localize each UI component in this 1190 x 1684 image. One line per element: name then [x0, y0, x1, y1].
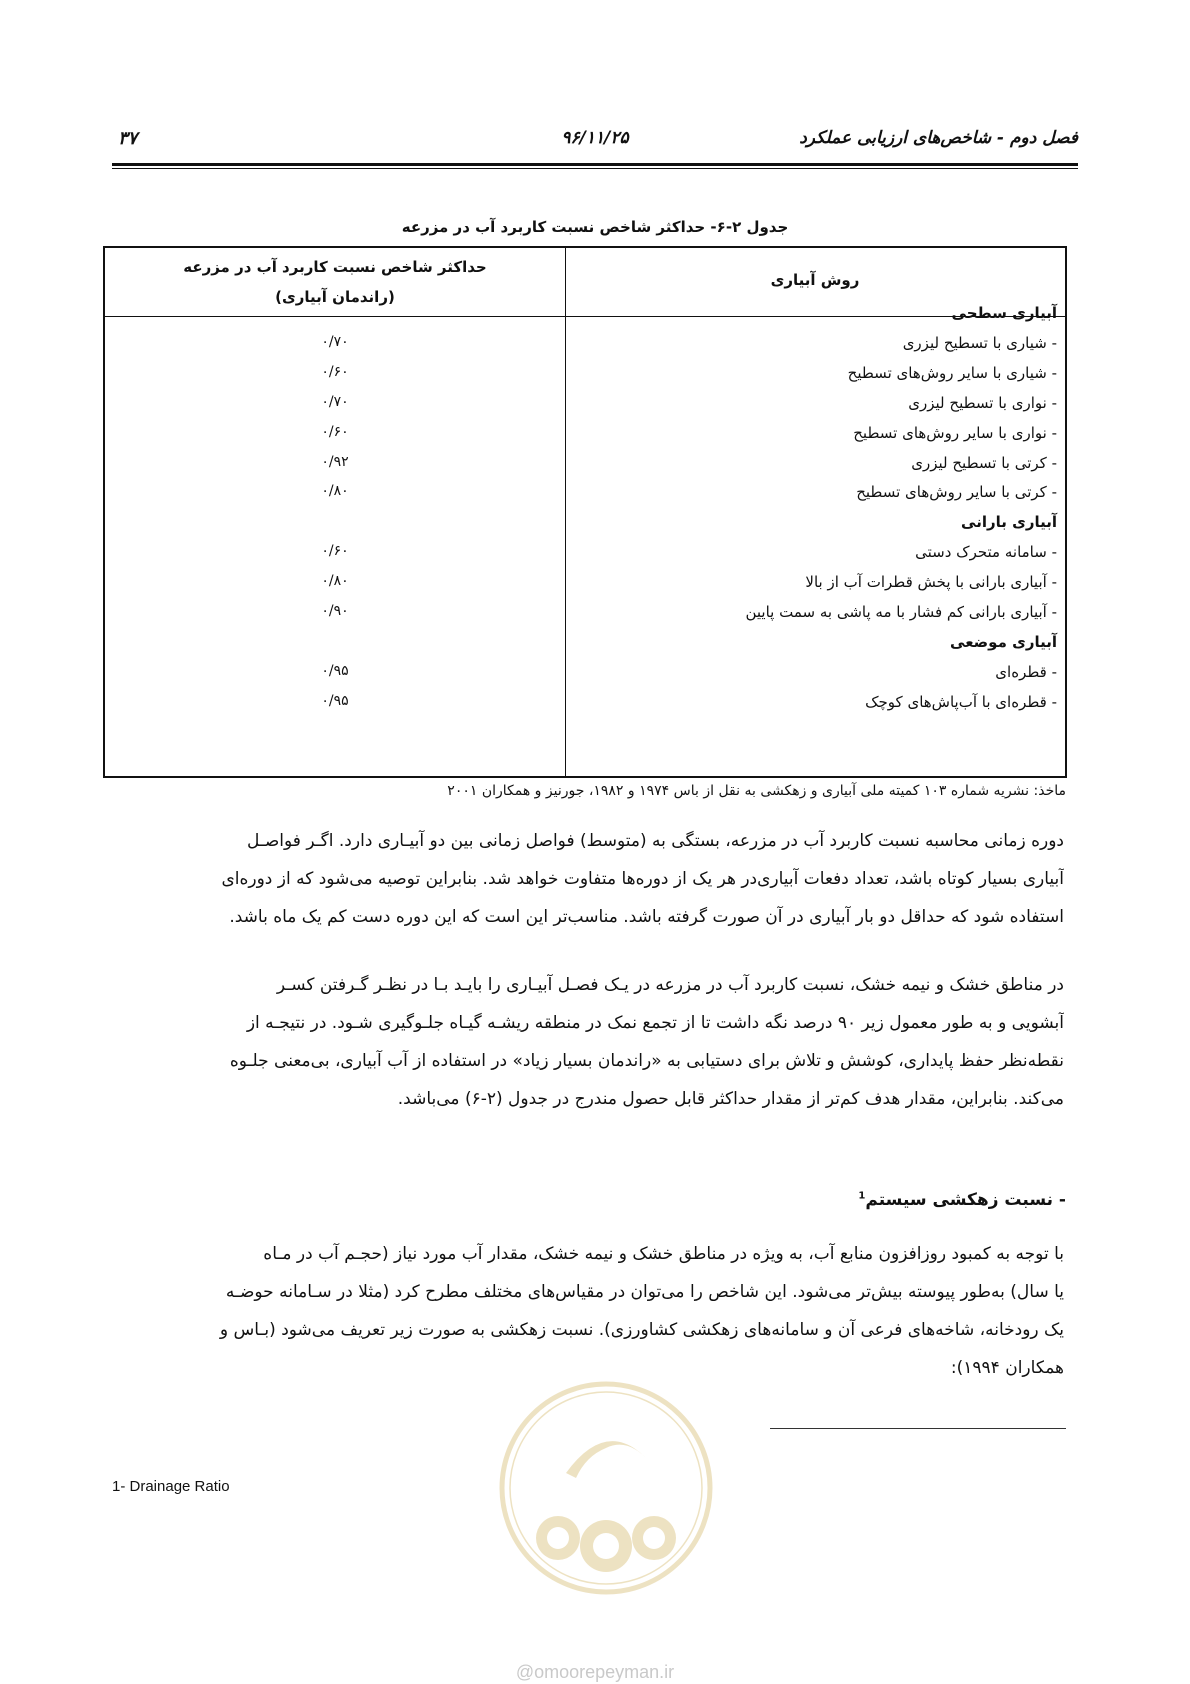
- watermark-url: @omoorepeyman.ir: [515, 1662, 675, 1682]
- max-ratio-value: ۰/۸۰: [321, 573, 349, 590]
- table-row: [105, 599, 1065, 631]
- irrigation-method-label: - کرتی با سایر روش‌های تسطیح: [856, 483, 1057, 502]
- table-group-row: [105, 629, 1065, 661]
- max-ratio-value: ۰/۹۵: [321, 662, 349, 679]
- table-group-row: [105, 509, 1065, 541]
- irrigation-method-label: - سامانه متحرک دستی: [915, 543, 1057, 562]
- section-heading: [858, 1190, 1066, 1210]
- irrigation-method-label: - آبیاری بارانی با پخش قطرات آب از بالا: [805, 573, 1057, 592]
- table-group-row: [105, 300, 1065, 332]
- max-ratio-value: ۰/۶۰: [321, 363, 349, 380]
- table-header-max-line2: (راندمان آبیاری): [275, 288, 395, 306]
- irrigation-method-label: - نواری با سایر روش‌های تسطیح: [853, 423, 1057, 442]
- efficiency-table: [103, 246, 1067, 778]
- table-row: [105, 450, 1065, 482]
- table-row: [105, 689, 1065, 721]
- irrigation-method-label: - آبیاری بارانی کم فشار با مه پاشی به سمت پایین: [745, 603, 1057, 621]
- table-row: [105, 569, 1065, 601]
- footnote-rule: [770, 1428, 1066, 1429]
- table-row: [105, 330, 1065, 362]
- max-ratio-value: ۰/۷۰: [321, 333, 349, 350]
- max-ratio-value: ۰/۹۰: [321, 603, 349, 619]
- header-date: ۹۶/۱۱/۲۵: [561, 128, 629, 148]
- paragraph-line: می‌کند. بنابراین، مقدار هدف کم‌تر از مقدار حداکثر قابل حصول مندرج در جدول (۲-۶) می‌باشد.: [397, 1089, 1064, 1109]
- footnote-marker: 1: [858, 1190, 866, 1202]
- max-ratio-value: ۰/۶۰: [321, 543, 349, 560]
- table-source: ماخذ: نشریه شماره ۱۰۳ کمیته ملی آبیاری و زهکشی به نقل از باس ۱۹۷۴ و ۱۹۸۲، جورنیز و همکاران ۲۰۰۱: [447, 783, 1066, 799]
- max-ratio-value: ۰/۹۵: [321, 692, 349, 709]
- irrigation-group-label: آبیاری بارانی: [961, 513, 1057, 532]
- table-row: [105, 420, 1065, 452]
- footnote-text: 1- Drainage Ratio: [112, 1478, 230, 1495]
- max-ratio-value: ۰/۹۲: [321, 453, 349, 470]
- irrigation-method-label: - کرتی با تسطیح لیزری: [911, 453, 1057, 472]
- page-number: ۳۷: [118, 128, 138, 149]
- paragraph-line: دوره زمانی محاسبه نسبت کاربرد آب در مزرعه، بستگی به (متوسط) فواصل زمانی بین دو آبیـاری دارد. اگـر فواصـل: [247, 831, 1064, 851]
- paragraph-line: یا سال) به‌طور پیوسته بیش‌تر می‌شود. این شاخص را می‌توان در مقیاس‌های مختلف مطرح کرد (مثلا در سـامانه حوضـه: [225, 1282, 1064, 1302]
- table-row: [105, 360, 1065, 392]
- table-row: [105, 390, 1065, 422]
- watermark-logo: [496, 1378, 716, 1608]
- irrigation-method-label: - شیاری با تسطیح لیزری: [902, 333, 1057, 352]
- section-heading-text: - نسبت زهکشی سیستم: [865, 1190, 1066, 1210]
- irrigation-group-label: آبیاری موضعی: [950, 632, 1057, 651]
- table-header-max-line1: حداکثر شاخص نسبت کاربرد آب در مزرعه: [183, 258, 487, 276]
- paragraph-calc-period: [118, 822, 1064, 936]
- paragraph-line: با توجه به کمبود روزافزون منابع آب، به ویژه در مناطق خشک و نیمه خشک، مقدار آب مورد نیاز (حجـم آب در مـاه: [263, 1244, 1064, 1264]
- irrigation-method-label: - قطره‌ای: [995, 662, 1057, 681]
- paragraph-line: آبیاری بسیار کوتاه باشد، تعداد دفعات آبیاری‌در هر یک از دوره‌ها متفاوت خواهد شد. بنابراین توصیه می‌شود که از دوره‌ای: [221, 869, 1064, 889]
- max-ratio-value: ۰/۷۰: [321, 393, 349, 410]
- paragraph-line: آبشویی و به طور معمول زیر ۹۰ درصد نگه داشت تا از تجمع نمک در منطقه ریشـه گیـاه جلـوگیری شـود. در نتیجـه از: [246, 1013, 1064, 1033]
- table-caption: جدول ۲-۶- حداکثر شاخص نسبت کاربرد آب در مزرعه: [401, 218, 789, 236]
- table-row: [105, 479, 1065, 511]
- table-row: [105, 539, 1065, 571]
- paragraph-line: استفاده شود که حداقل دو بار آبیاری در آن صورت گرفته باشد. مناسب‌تر این است که این دوره دست کم یک ماه باشد.: [229, 907, 1064, 927]
- table-header-method: روش آبیاری: [770, 271, 860, 289]
- max-ratio-value: ۰/۸۰: [321, 483, 349, 500]
- irrigation-group-label: آبیاری سطحی: [951, 304, 1057, 322]
- header-rule-thin: [112, 168, 1078, 169]
- paragraph-line: همکاران ۱۹۹۴):: [950, 1358, 1064, 1378]
- paragraph-drainage-ratio: [118, 1235, 1064, 1387]
- irrigation-method-label: - نواری با تسطیح لیزری: [908, 393, 1057, 412]
- header-rule-thick: [112, 163, 1078, 166]
- paragraph-arid-regions: [118, 966, 1064, 1118]
- table-row: [105, 659, 1065, 691]
- paragraph-line: نقطه‌نظر حفظ پایداری، کوشش و تلاش برای دستیابی به «راندمان بسیار زیاد» در استفاده از آب آبیاری، بی‌معنی جلـوه: [229, 1051, 1064, 1071]
- paragraph-line: در مناطق خشک و نیمه خشک، نسبت کاربرد آب در مزرعه در یـک فصـل آبیـاری را بایـد بـا در نظـر گـرفتن کسـر: [276, 975, 1064, 995]
- chapter-title: فصل دوم - شاخص‌های ارزیابی عملکرد: [799, 128, 1078, 148]
- page-header: [112, 128, 1078, 158]
- max-ratio-value: ۰/۶۰: [321, 423, 349, 440]
- irrigation-method-label: - شیاری با سایر روش‌های تسطیح: [847, 363, 1057, 382]
- irrigation-method-label: - قطره‌ای با آب‌پاش‌های کوچک: [865, 692, 1057, 711]
- paragraph-line: یک رودخانه، شاخه‌های فرعی آن و سامانه‌های زهکشی کشاورزی). نسبت زهکشی به صورت زیر تعریف می‌شود (بـاس و: [219, 1320, 1064, 1340]
